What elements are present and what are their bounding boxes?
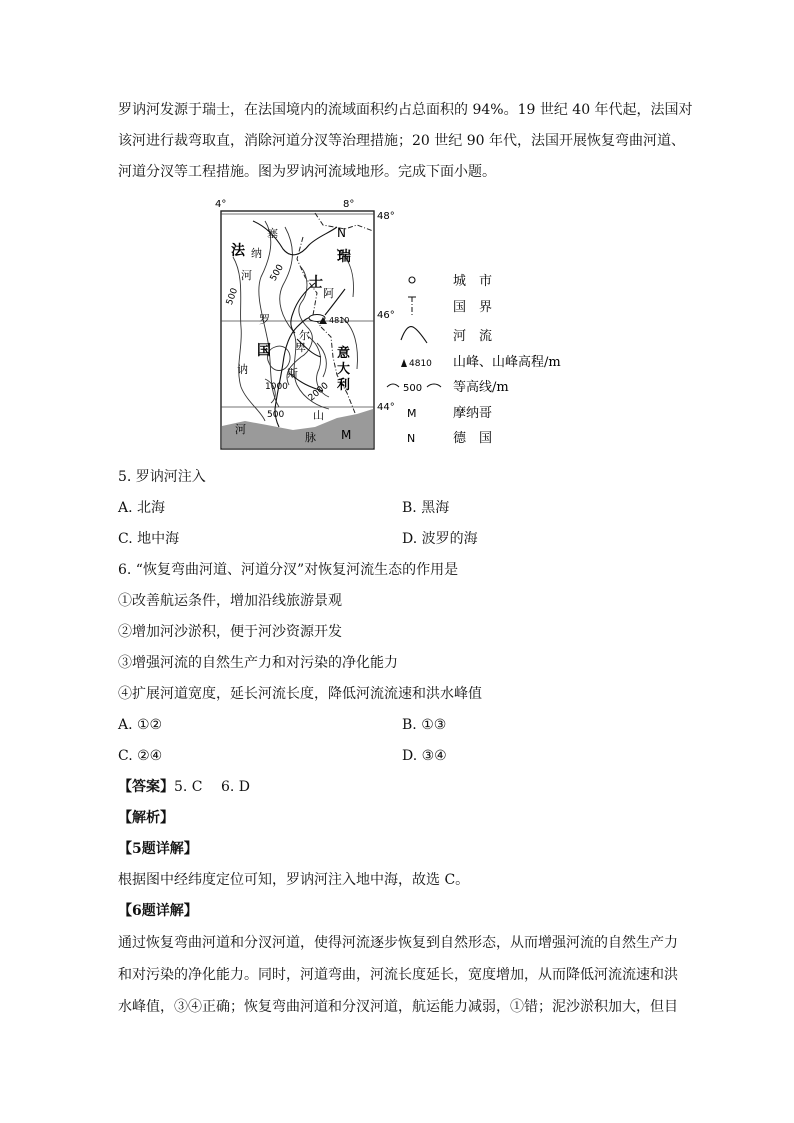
alps-char-2: 尔 — [299, 329, 310, 342]
alps-char-4: 斯 — [287, 367, 298, 380]
seine-char-1: 塞 — [267, 227, 278, 240]
q6-detail-line-2: 和对污染的净化能力。同时，河道弯曲，河流长度延长，宽度增加，从而降低河流流速和洪 — [118, 967, 678, 983]
q5-stem: 5. 罗讷河注入 — [118, 469, 206, 485]
contour-label-500-c: 500 — [267, 410, 285, 420]
contour-label-500-a: 500 — [224, 286, 241, 307]
legend-label-peak: 山峰、山峰高程/m — [453, 355, 561, 370]
germany-letter: N — [337, 226, 346, 240]
river-symbol-icon — [401, 327, 427, 343]
contour-label-1000: 1000 — [265, 382, 288, 392]
intro-line-1: 罗讷河发源于瑞士，在法国境内的流域面积约占总面积的 94%。19 世纪 40 年代起，法国对 — [118, 102, 693, 118]
q6-detail-line-3: 水峰值，③④正确；恢复弯曲河道和分汊河道，航运能力减弱，①错；泥沙淤积加大，但目 — [118, 999, 678, 1015]
q6-detail-line-1: 通过恢复弯曲河道和分汊河道，使得河流逐步恢复到自然形态，从而增强河流的自然生产力 — [118, 935, 678, 951]
q5-detail-text: 根据图中经纬度定位可知，罗讷河注入地中海，故选 C。 — [118, 872, 470, 888]
legend-label-contour: 等高线/m — [453, 380, 509, 395]
q6-option-b[interactable]: B. ①③ — [402, 717, 447, 733]
city-symbol-icon — [409, 277, 415, 283]
seine-char-3: 河 — [241, 269, 252, 282]
lon-8-label: 8° — [343, 199, 355, 210]
analysis-title: 【解析】 — [118, 810, 174, 826]
contour-symbol-icon — [387, 384, 399, 387]
map-legend — [387, 274, 561, 446]
legend-monaco-symbol: M — [407, 407, 417, 420]
alps-char-5: 山 — [313, 409, 324, 422]
contour-label-2000: 2000 — [306, 381, 331, 404]
q6-option-c[interactable]: C. ②④ — [118, 748, 163, 764]
italy-char-1: 意 — [337, 346, 351, 361]
q6-item-4: ④扩展河道宽度，延长河流长度，降低河流流速和洪水峰值 — [118, 686, 482, 702]
rhone-char-2: 讷 — [237, 363, 248, 376]
answer-line — [118, 777, 250, 797]
intro-line-3: 河道分汊等工程措施。图为罗讷河流域地形。完成下面小题。 — [118, 164, 496, 180]
seine-char-2: 纳 — [251, 247, 262, 260]
peak-symbol-icon — [401, 359, 407, 367]
legend-germany-symbol: N — [407, 432, 416, 445]
q5-option-a[interactable]: A. 北海 — [118, 500, 166, 516]
rhone-basin-map — [205, 197, 585, 455]
lat-48-label: 48° — [377, 211, 395, 222]
lat-46-label: 46° — [377, 310, 395, 321]
legend-label-city: 城 市 — [453, 274, 493, 289]
q6-option-d[interactable]: D. ③④ — [402, 748, 447, 764]
q6-item-3: ③增强河流的自然生产力和对污染的净化能力 — [118, 655, 398, 671]
q5-option-b[interactable]: B. 黑海 — [402, 500, 450, 516]
legend-peak-value: 4810 — [409, 359, 432, 369]
legend-label-border: 国 界 — [453, 300, 493, 315]
rhone-char-3: 河 — [235, 423, 246, 436]
lon-4-label: 4° — [215, 199, 227, 210]
monaco-letter: M — [341, 428, 352, 442]
q5-option-d[interactable]: D. 波罗的海 — [402, 531, 478, 547]
q6-stem: 6. “恢复弯曲河道、河道分汊”对恢复河流生态的作用是 — [118, 562, 459, 578]
rhone-char-1: 罗 — [259, 313, 270, 326]
legend-label-river: 河 流 — [453, 329, 493, 344]
q5-option-c[interactable]: C. 地中海 — [118, 531, 180, 547]
alps-char-6: 脉 — [305, 431, 316, 444]
legend-label-monaco: 摩纳哥 — [453, 406, 493, 421]
france-char-2: 国 — [257, 343, 271, 359]
intro-line-2: 该河进行裁弯取直，消除河道分汊等治理措施；20 世纪 90 年代，法国开展恢复弯曲河道、 — [118, 133, 685, 149]
q5-detail-title: 【5题详解】 — [118, 841, 198, 857]
q6-option-a[interactable]: A. ①② — [118, 717, 163, 733]
italy-char-3: 利 — [337, 378, 351, 393]
legend-contour-value: 500 — [403, 383, 423, 394]
switzerland-char-2: 士 — [309, 275, 323, 291]
answer-label: 【答案】 — [118, 779, 174, 795]
q6-item-2: ②增加河沙淤积，便于河沙资源开发 — [118, 624, 342, 640]
italy-char-2: 大 — [337, 362, 351, 377]
answer-text: 5. C 6. D — [174, 779, 251, 795]
legend-label-germany: 德 国 — [453, 431, 493, 446]
contour-label-500-b: 500 — [268, 263, 286, 283]
switzerland-char-1: 瑞 — [337, 249, 351, 265]
q6-item-1: ①改善航运条件，增加沿线旅游景观 — [118, 593, 342, 609]
alps-char-3: 卑 — [295, 341, 306, 354]
france-char-1: 法 — [231, 243, 245, 259]
q6-detail-title: 【6题详解】 — [118, 903, 198, 919]
lat-44-label: 44° — [377, 402, 395, 413]
peak-elevation-label: 4810 — [329, 316, 350, 325]
alps-char-1: 阿 — [323, 287, 334, 300]
